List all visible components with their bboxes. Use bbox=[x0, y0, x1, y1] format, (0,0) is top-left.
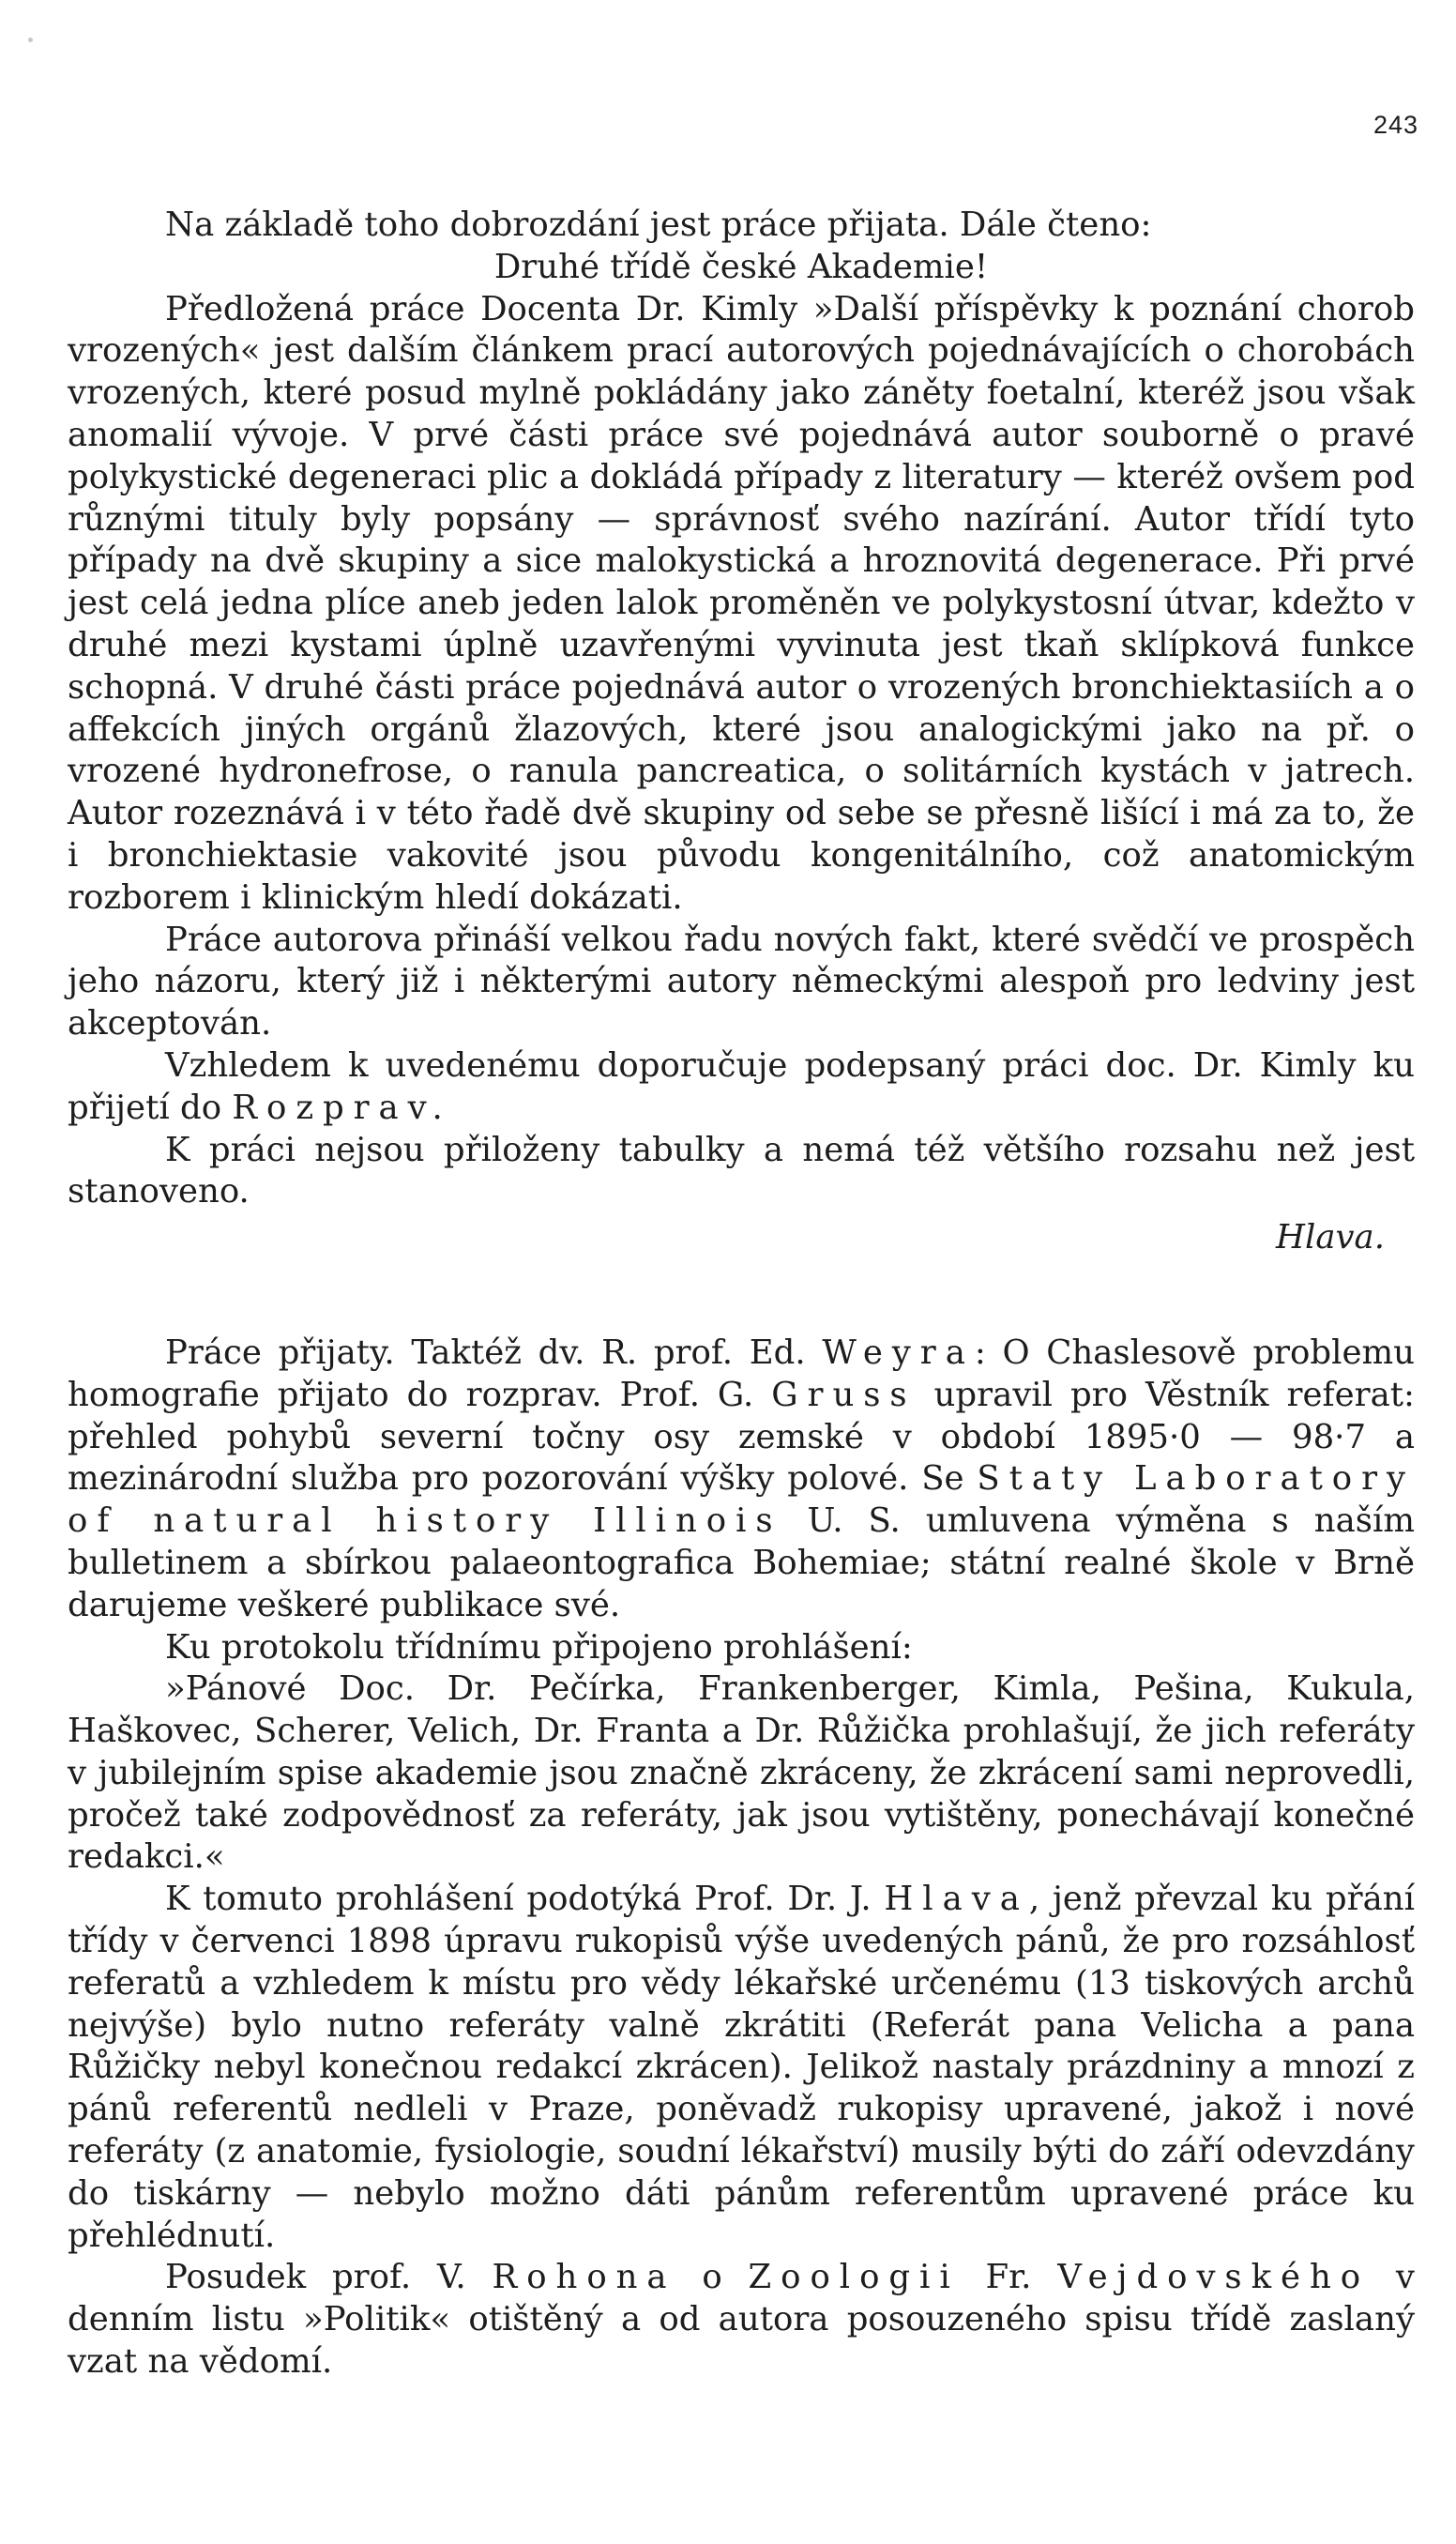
spaced-name: Zoologii bbox=[748, 2258, 960, 2297]
paragraph-response: K tomuto prohlášení podotýká Prof. Dr. J. Hlava, jenž převzal ku přání třídy v červenci 1898 úpravu rukopisů výše uvedených pánů, že pro rozsáhlosť referatů a vzhledem k místu pro vědy lékařské určenému (13 tiskových archů nejvýše) bylo nutno referáty valně zkrátiti (Referát pana Velicha a pana Růžičky nebyl konečnou redakcí zkrácen). Jelikož nastaly prázdniny a mnozí z pánů referentů nedleli v Praze, poněvadž rukopisy upravené, jakož i nové referáty (z anatomie, fysiologie, soudní lékařství) musily býti do září odevzdány do tiskárny — nebylo možno dáti pánům referentům upravené práce ku přehlédnutí. bbox=[68, 1880, 1415, 2255]
scan-speck bbox=[28, 38, 33, 42]
page-number: 243 bbox=[1373, 111, 1418, 139]
paragraph-final: Posudek prof. V. Rohona o Zoologii Fr. Vejdovského v denním listu »Politik« otištěný a od autora posouzeného spisu třídě zaslaný vzat na vědomí. bbox=[68, 2258, 1415, 2382]
letter-salutation: Druhé třídě české Akademie! bbox=[493, 247, 989, 286]
paragraph-accepted-works: Práce přijaty. Taktéž dv. R. prof. Ed. Weyra: O Chaslesově problemu homografie přijato do rozprav. Prof. G. Gruss upravil pro Věstník referat: přehled pohybů severní točny osy zemské v období 1895·0 — 98·7 a mezinárodní služba pro pozorování výšky polové. Se Staty Laboratory of natural history Illinois U. S. umluvena výměna s naším bulletinem a sbírkou palaeontografica Bohemiae; státní realné škole v Brně darujeme veškeré publikace své. bbox=[68, 1333, 1416, 1624]
paragraph-review: Předložená práce Docenta Dr. Kimly »Další příspěvky k poznání chorob vrozených« jest dalším článkem prací autorových pojednávajících o chorobách vrozených, které posud mylně pokládány jako záněty foetalní, kteréž jsou však anomalií vývoje. V prvé části práce své pojednává autor souborně o pravé polykystické degeneraci plic a dokládá případy z literatury — kteréž ovšem pod různými tituly byly popsány — správnosť svého nazírání. Autor třídí tyto případy na dvě skupiny a sice malokystická a hroznovitá degenerace. Při prvé jest celá jedna plíce aneb jeden lalok proměněn ve polykystosní útvar, kdežto v druhé mezi kystami úplně uzavřenými vyvinuta jest tkaň sklípková funkce schopná. V druhé části práce pojednává autor o vrozených bronchiektasiích a o affekcích jiných orgánů žlazových, které jsou analogickými jako na př. o vrozené hydronefrose, o ranula pancreatica, o solitárních kystách v jatrech. Autor rozeznává i v této řadě dvě skupiny od sebe se přesně lišící i má za to, že i bronchiektasie vakovité jsou původu kongenitálního, což anatomickým rozborem i klinickým hledí dokázati. bbox=[68, 289, 1415, 917]
paragraph-intro: Na základě toho dobrozdání jest práce přijata. Dále čteno: bbox=[165, 206, 1152, 244]
spaced-name: Rohona bbox=[492, 2258, 676, 2297]
paragraph-recommendation: Vzhledem k uvedenému doporučuje podepsaný práci doc. Dr. Kimly ku přijetí do Rozprav. bbox=[68, 1045, 1415, 1127]
spaced-name: Vejdovského bbox=[1057, 2258, 1371, 2297]
spaced-name: Staty Laboratory of natural history Illinois bbox=[68, 1459, 1415, 1541]
text-column bbox=[68, 205, 1415, 2384]
paragraph-protocol: Ku protokolu třídnímu připojeno prohlášení: bbox=[165, 1627, 913, 1667]
paragraph-declaration: »Pánové Doc. Dr. Pečírka, Frankenberger, Kimla, Pešina, Kukula, Haškovec, Scherer, Velich, Dr. Franta a Dr. Růžička prohlašují, že jich referáty v jubilejním spise akademie jsou značně zkráceny, že zkrácení sami neprovedli, pročež také zodpovědnosť za referáty, jak jsou vytištěny, ponechávají konečné redakci.« bbox=[68, 1669, 1415, 1877]
paragraph-tables-note: K práci nejsou přiloženy tabulky a nemá též většího rozsahu než jest stanoveno. bbox=[68, 1130, 1415, 1211]
paragraph-findings: Práce autorova přináší velkou řadu nových fakt, které svědčí ve prospěch jeho názoru, který již i některými autory německými alespoň pro ledviny jest akceptován. bbox=[68, 920, 1415, 1043]
spaced-name: Gruss bbox=[771, 1375, 917, 1414]
signature: Hlava. bbox=[1276, 1218, 1385, 1257]
spaced-name: Weyra bbox=[822, 1333, 975, 1372]
spaced-name: Hlava bbox=[884, 1880, 1029, 1919]
spaced-word: Rozprav. bbox=[232, 1088, 452, 1127]
